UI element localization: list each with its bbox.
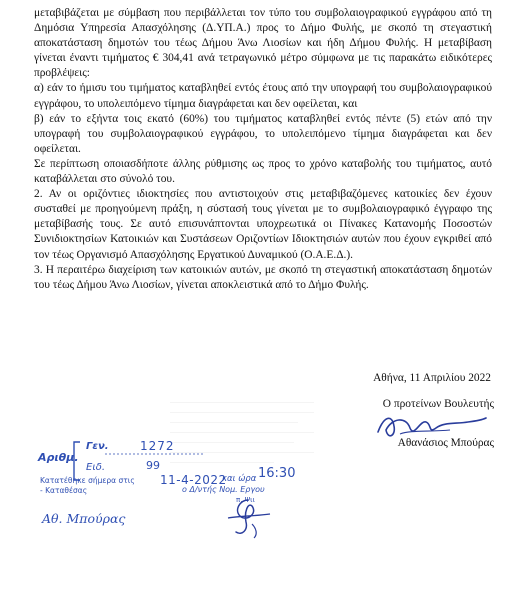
bleed-through-text: ........................................................................ ........................................................................ ................................................................ ........................................................................ .............................................................. ........................................................................ .................................................... — [170, 396, 314, 465]
stamp-eid-label: Ειδ. — [86, 462, 105, 473]
stamp-eid-number: 99 — [146, 459, 160, 472]
stamp-time-prefix: και ώρα — [222, 474, 257, 484]
date-line: Αθήνα, 11 Απριλίου 2022 — [373, 372, 491, 384]
stamp-gen-label: Γεν. — [86, 441, 109, 452]
stamp-initials: π. Ψιι — [236, 496, 255, 504]
paragraph-provision-a: α) εάν το ήμισυ του τιμήματος καταβληθεί εντός έτους από την υπογραφή του συμβολαιογραφικού εγγράφου, το υπολειπόμενο τίμημα διαγράφεται και δεν οφείλεται, και — [34, 82, 492, 110]
stamp-directorate: ο Δ/ντής Νομ. Εργου — [182, 485, 265, 494]
signer-name: Αθανάσιος Μπούρας — [397, 437, 494, 449]
paragraph-transfer: μεταβιβάζεται με σύμβαση που περιβάλλεται τον τύπο του συμβολαιογραφικού εγγράφου από τη Δημόσια Υπηρεσία Απασχόλησης (Δ.ΥΠ.Α.) προς το Δήμο Φυλής, με σκοπό τη στεγαστική αποκατάσταση δημοτών του τέως Δήμου Άνω Λιοσίων και ήδη Δήμου Φυλής. Η μεταβίβαση γίνεται έναντι τιμήματος € 304,41 ανά τετραγωνικό μέτρο σύμφωνα με τις παρακάτω ειδικότερες προβλέψεις: — [34, 7, 492, 80]
stamp-filed-prefix: Κατατέθηκε σήμερα στις — [40, 476, 135, 485]
official-signature — [218, 496, 278, 540]
paragraph-other-arrangement: Σε περίπτωση οποιασδήποτε άλλης ρύθμισης ως προς το χρόνο καταβολής του τιμήματος, αυτό καταβάλλεται στο σύνολό του. — [34, 157, 492, 186]
body-text — [34, 6, 492, 293]
paragraph-article-3: 3. Η περαιτέρω διαχείριση των κατοικιών αυτών, με σκοπό τη στεγαστική αποκατάσταση δημοτών του τέως Δήμου Άνω Λιοσίων, γίνεται αποκλειστικά από το Δήμο Φυλής. — [34, 263, 492, 291]
stamp-gen-number: 1272 — [140, 439, 175, 453]
stamp-filed-date: 11-4-2022 — [160, 473, 227, 487]
stamp-filed-time: 16:30 — [258, 466, 296, 481]
paragraph-provision-b: β) εάν το εξήντα τοις εκατό (60%) του τιμήματος καταβληθεί εντός πέντε (5) ετών από την υπογραφή του συμβολαιογραφικού εγγράφου, το υπολειπόμενο τίμημα διαγράφεται και δεν οφείλεται. — [34, 112, 492, 155]
stamp-gen-underline — [105, 452, 205, 456]
stamp-filed-by-label: - Καταθέσας — [40, 486, 88, 495]
stamp-arith-label: Αριθμ. — [38, 451, 79, 464]
paragraph-article-2: 2. Αν οι οριζόντιες ιδιοκτησίες που αντιστοιχούν στις μεταβιβαζόμενες κατοικίες δεν έχουν συσταθεί με προηγούμενη πράξη, η σύστασή τους γίνεται με το συμβολαιογραφικό έγγραφο της μεταβίβασής τους. Σε αυτό επισυνάπτονται υποχρεωτικά οι Πίνακες Κατανομής Ποσοστών Συνιδιοκτησίων Κατοικιών και Συστάσεων Οριζοντίων Ιδιοκτησιών αυτών που έχουν εγκριθεί από τον τέως Οργανισμό Απασχόλησης Εργατικού Δυναμικού (Ο.Α.Ε.Δ.). — [34, 188, 492, 261]
handwritten-depositor-name: Αθ. Μπούρας — [42, 511, 126, 526]
proposer-label: Ο προτείνων Βουλευτής — [382, 398, 494, 410]
